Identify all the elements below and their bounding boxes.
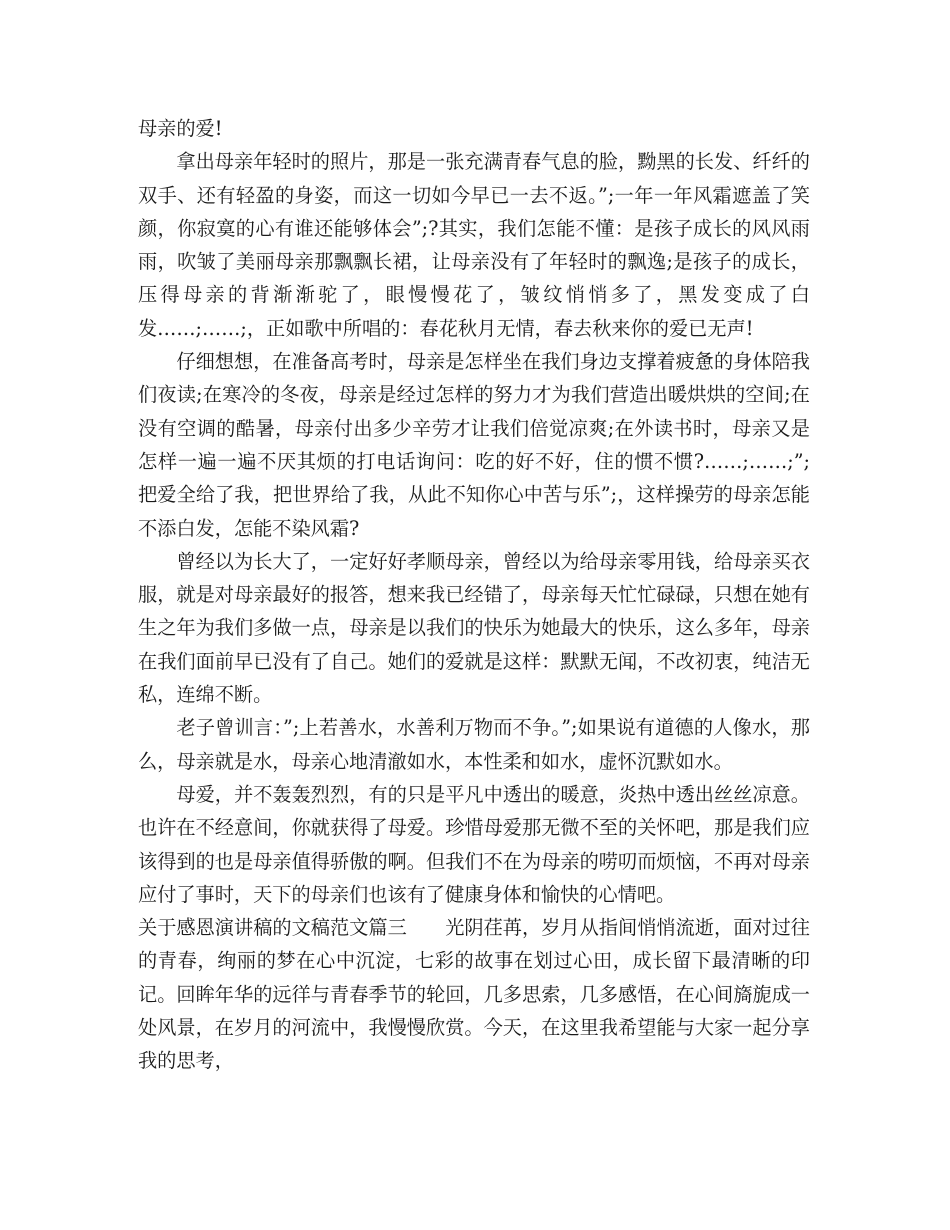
paragraph-photo-memory: 拿出母亲年轻时的照片，那是一张充满青春气息的脸，黝黑的长发、纤纤的双手、还有轻盈的身姿，而这一切如今早已一去不返。”;一年一年风霜遮盖了笑颜，你寂寞的心有谁还能够体会”;?其实，我们怎能不懂：是孩子成长的风风雨雨，吹皱了美丽母亲那飘飘长裙，让母亲没有了年轻时的飘逸;是孩子的成长，压得母亲的背渐渐驼了，眼慢慢花了，皱纹悄悄多了，黑发变成了白发……;……;，正如歌中所唱的：春花秋月无情，春去秋来你的爱已无声! bbox=[138, 150, 810, 340]
paragraph-section-three: 关于感恩演讲稿的文稿范文篇三 光阴荏苒，岁月从指间悄悄流逝，面对过往的青春，绚丽的梦在心中沉淀，七彩的故事在划过心田，成长留下最清晰的印记。回眸年华的远徉与青春季节的轮回，几多思索，几多感悟，在心间旖旎成一处风景，在岁月的河流中，我慢慢欣赏。今天，在这里我希望能与大家一起分享我的思考， bbox=[138, 916, 810, 1073]
paragraph-heading-mothers-love: 母亲的爱! bbox=[138, 117, 223, 140]
document-body bbox=[138, 112, 810, 1078]
paragraph-exam-memory: 仔细想想，在准备高考时，母亲是怎样坐在我们身边支撑着疲惫的身体陪我们夜读;在寒冷的冬夜，母亲是经过怎样的努力才为我们营造出暖烘烘的空间;在没有空调的酷暑，母亲付出多少辛劳才让我们倍觉凉爽;在外读书时，母亲又是怎样一遍一遍不厌其烦的打电话询问：吃的好不好，住的惯不惯?……;……;”;把爱全给了我，把世界给了我，从此不知你心中苦与乐”;，这样操劳的母亲怎能不添白发，怎能不染风霜? bbox=[138, 350, 810, 540]
paragraph-cherish-love: 母爱，并不轰轰烈烈，有的只是平凡中透出的暖意，炎热中透出丝丝凉意。也许在不经意间，你就获得了母爱。珍惜母爱那无微不至的关怀吧，那是我们应该得到的也是母亲值得骄傲的啊。但我们不在为母亲的唠叨而烦恼，不再对母亲应付了事时，天下的母亲们也该有了健康身体和愉快的心情吧。 bbox=[138, 782, 810, 906]
paragraph-filial-piety: 曾经以为长大了，一定好好孝顺母亲，曾经以为给母亲零用钱，给母亲买衣服，就是对母亲最好的报答，想来我已经错了，母亲每天忙忙碌碌，只想在她有生之年为我们多做一点，母亲是以我们的快乐为她最大的快乐，这么多年，母亲在我们面前早已没有了自己。她们的爱就是这样：默默无闻，不改初衷，纯洁无私，连绵不断。 bbox=[138, 549, 810, 707]
paragraph-laozi-quote: 老子曾训言：”;上若善水，水善利万物而不争。”;如果说有道德的人像水，那么，母亲就是水，母亲心地清澈如水，本性柔和如水，虚怀沉默如水。 bbox=[138, 716, 810, 773]
